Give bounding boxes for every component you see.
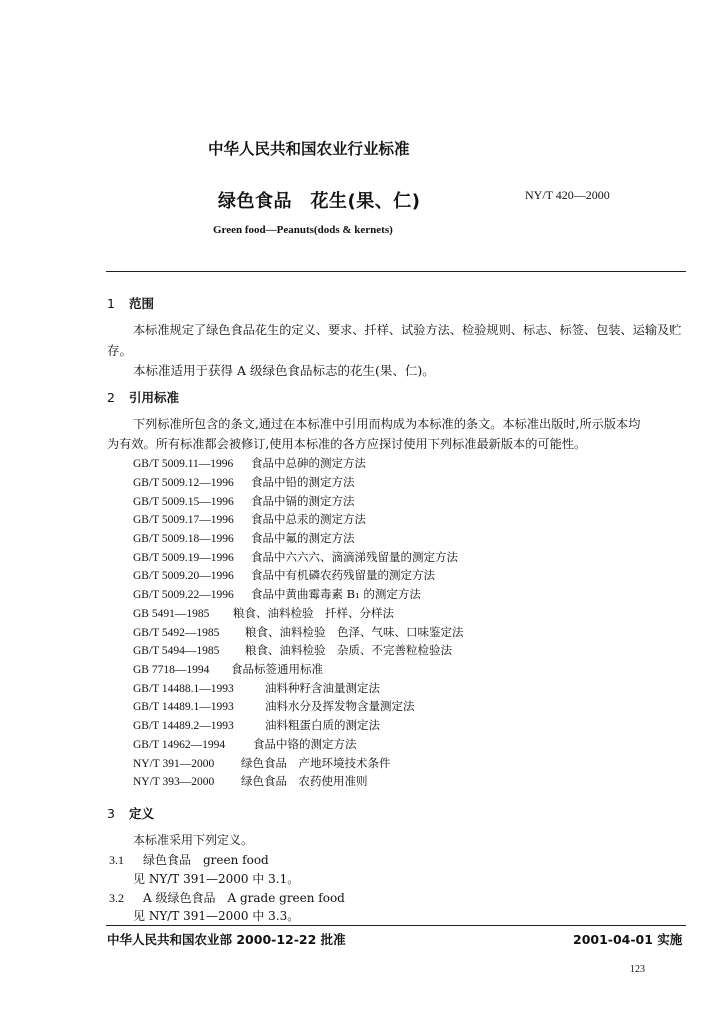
reference-title: 食品中六六六、滴滴涕残留量的测定方法	[251, 550, 458, 564]
reference-title: 食品中铅的测定方法	[251, 475, 355, 489]
reference-code: NY/T 391—2000	[133, 758, 215, 770]
reference-code: GB/T 5009.20—1996	[133, 570, 234, 582]
paragraph: 本标准适用于获得 A 级绿色食品标志的花生(果、仁)。	[133, 363, 435, 378]
implementation-date: 2001-04-01 实施	[573, 932, 683, 947]
paragraph: 本标准采用下列定义。	[133, 833, 254, 847]
reference-code: GB/T 5009.15—1996	[133, 496, 234, 508]
reference-item	[133, 493, 355, 509]
reference-item	[133, 474, 355, 490]
page-number: 123	[630, 964, 645, 975]
reference-item	[133, 511, 366, 527]
reference-code: GB 5491—1985	[133, 608, 210, 620]
reference-code: GB/T 5009.18—1996	[133, 533, 234, 545]
reference-title: 绿色食品 产地环境技术条件	[241, 756, 391, 770]
reference-title: 食品中总砷的测定方法	[251, 456, 366, 470]
reference-title: 油料种籽含油量测定法	[265, 681, 380, 695]
section-heading-normative-references	[107, 388, 179, 406]
approval-statement: 中华人民共和国农业部 2000-12-22 批准	[107, 932, 346, 947]
reference-code: GB/T 14489.2—1993	[133, 720, 234, 732]
definition-reference: 见 NY/T 391—2000 中 3.1。	[133, 872, 300, 886]
definition-term	[109, 889, 345, 906]
reference-code: GB/T 5009.22—1996	[133, 589, 234, 601]
reference-code: GB/T 5009.17—1996	[133, 514, 234, 526]
reference-title: 油料粗蛋白质的测定法	[265, 718, 380, 732]
reference-item	[133, 773, 368, 789]
reference-title: 食品标签通用标准	[231, 662, 323, 676]
document-title-chinese: 绿色食品 花生(果、仁)	[218, 191, 421, 212]
reference-code: GB/T 14488.1—1993	[133, 683, 234, 695]
reference-item	[133, 605, 394, 621]
reference-code: GB/T 14489.1—1993	[133, 701, 234, 713]
reference-code: GB/T 5009.12—1996	[133, 477, 234, 489]
reference-item	[133, 549, 458, 565]
paragraph: 下列标准所包含的条文,通过在本标准中引用而构成为本标准的条文。本标准出版时,所示版本均	[133, 417, 641, 431]
reference-item	[133, 698, 415, 714]
reference-item	[133, 530, 355, 546]
reference-title: 粮食、油料检验 杂质、不完善粒检验法	[245, 643, 452, 657]
reference-code: GB/T 14962—1994	[133, 739, 226, 751]
reference-title: 粮食、油料检验 色泽、气味、口味鉴定法	[245, 625, 464, 639]
header-divider	[106, 271, 686, 272]
reference-code: GB/T 5494—1985	[133, 645, 220, 657]
definition-term-text: A 级绿色食品 A grade green food	[143, 891, 345, 905]
definition-reference: 见 NY/T 391—2000 中 3.3。	[133, 909, 300, 923]
reference-title: 食品中总汞的测定方法	[251, 512, 366, 526]
definition-term	[109, 851, 269, 868]
section-number: 1	[107, 296, 115, 311]
section-number: 2	[107, 390, 115, 405]
reference-title: 食品中铬的测定方法	[253, 737, 357, 751]
section-heading-definitions	[107, 804, 154, 822]
reference-item	[133, 567, 435, 583]
reference-item	[133, 661, 323, 677]
paragraph: 为有效。所有标准都会被修订,使用本标准的各方应探讨使用下列标准最新版本的可能性。	[107, 437, 587, 451]
issuing-organization: 中华人民共和国农业行业标准	[208, 140, 410, 158]
reference-code: GB 7718—1994	[133, 664, 210, 676]
reference-code: NY/T 393—2000	[133, 776, 215, 788]
paragraph: 本标准规定了绿色食品花生的定义、要求、扦样、试验方法、检验规则、标志、标签、包装、运输及贮	[133, 323, 682, 337]
definition-term-text: 绿色食品 green food	[143, 853, 269, 867]
document-title-english: Green food—Peanuts(dods & kernets)	[213, 224, 393, 236]
reference-title: 绿色食品 农药使用准则	[241, 774, 368, 788]
standard-code: NY/T 420—2000	[525, 188, 610, 202]
definition-number: 3.1	[109, 853, 124, 867]
reference-item	[133, 717, 380, 733]
reference-code: GB/T 5009.19—1996	[133, 552, 234, 564]
section-title: 定义	[128, 806, 154, 821]
reference-item	[133, 736, 357, 752]
reference-item	[133, 586, 421, 602]
footer-divider	[106, 925, 686, 926]
reference-item	[133, 680, 380, 696]
reference-title: 食品中黄曲霉毒素 B₁ 的测定方法	[251, 587, 421, 601]
reference-title: 食品中有机磷农药残留量的测定方法	[251, 568, 435, 582]
reference-item	[133, 624, 464, 640]
reference-item	[133, 642, 452, 658]
reference-code: GB/T 5009.11—1996	[133, 458, 234, 470]
section-title: 引用标准	[128, 390, 179, 405]
definition-number: 3.2	[109, 891, 124, 905]
reference-title: 油料水分及挥发物含量测定法	[265, 699, 415, 713]
reference-item	[133, 755, 391, 771]
section-heading-scope	[107, 294, 154, 312]
reference-code: GB/T 5492—1985	[133, 627, 220, 639]
reference-title: 食品中氟的测定方法	[251, 531, 355, 545]
reference-title: 食品中镉的测定方法	[251, 494, 355, 508]
section-title: 范围	[128, 296, 154, 311]
section-number: 3	[107, 806, 115, 821]
paragraph: 存。	[107, 343, 133, 358]
reference-title: 粮食、油料检验 扦样、分样法	[233, 606, 394, 620]
reference-item	[133, 455, 366, 471]
